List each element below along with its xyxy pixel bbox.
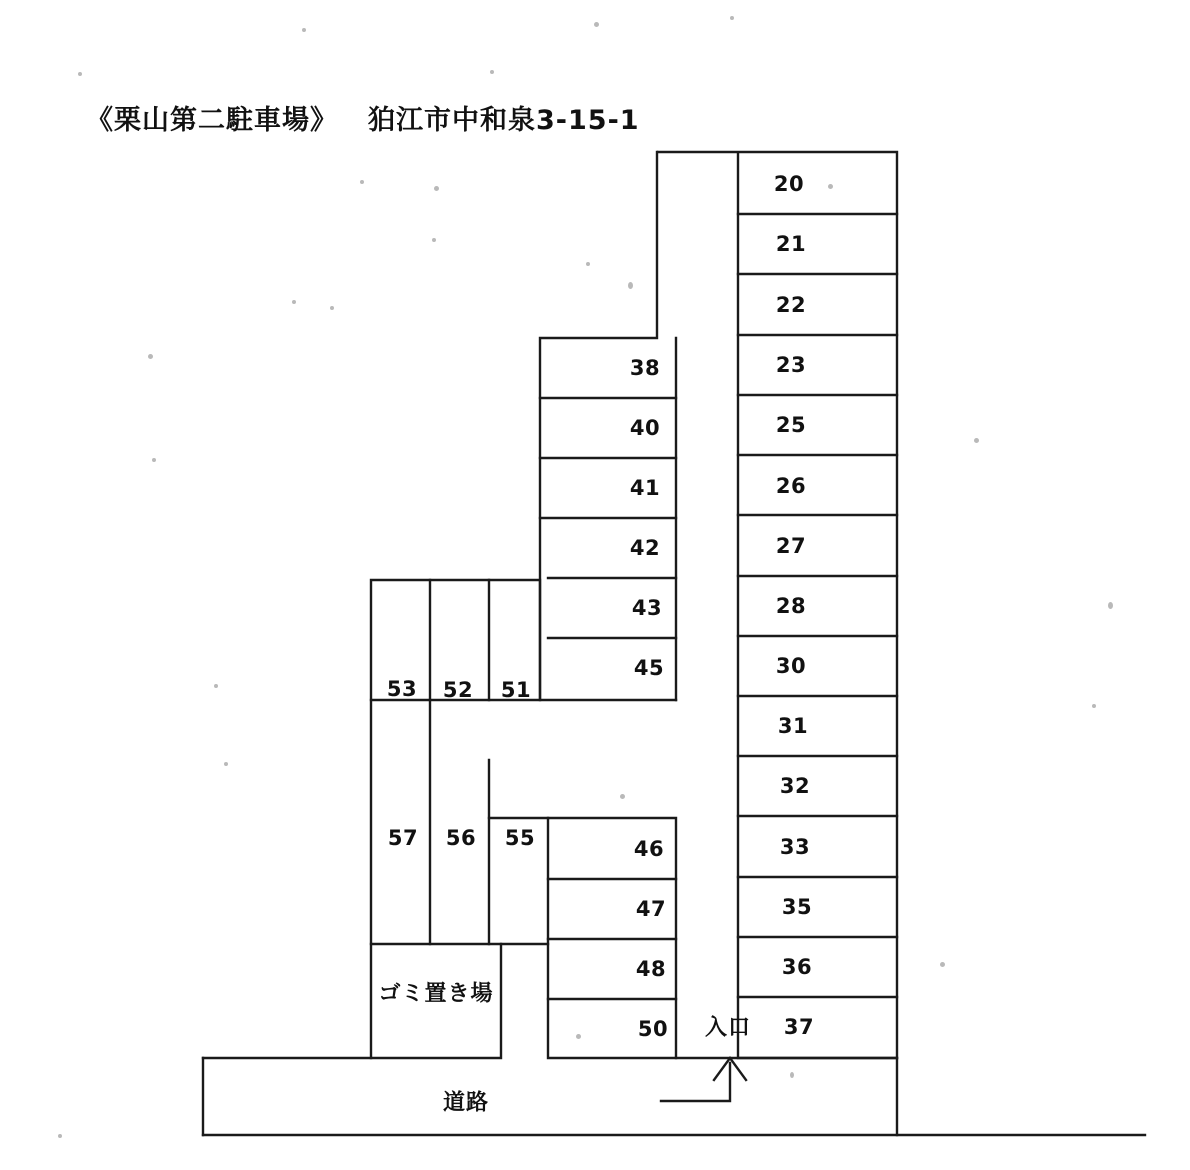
stall-number-27: 27	[775, 534, 807, 558]
scan-speck	[152, 458, 156, 462]
stall-number-37: 37	[783, 1015, 815, 1039]
scan-speck	[434, 186, 439, 191]
lot-address: 狛江市中和泉3-15-1	[368, 105, 640, 136]
scan-speck	[1108, 602, 1113, 609]
left-lower-outline	[371, 700, 548, 944]
stall-number-48: 48	[635, 957, 667, 981]
page-title	[86, 98, 640, 137]
stall-number-50: 50	[637, 1017, 669, 1041]
stall-number-47: 47	[635, 897, 667, 921]
stall-number-46: 46	[633, 837, 665, 861]
scan-speck	[432, 238, 436, 242]
stall-number-45: 45	[633, 656, 665, 680]
scan-speck	[58, 1134, 62, 1138]
trash-label: ゴミ置き場	[378, 981, 494, 1007]
stall-number-42: 42	[629, 536, 661, 560]
scan-speck	[790, 1072, 794, 1078]
stall-number-22: 22	[775, 293, 807, 317]
stall-number-20: 20	[773, 172, 805, 196]
stall-number-26: 26	[775, 474, 807, 498]
scan-speck	[360, 180, 364, 184]
stall-number-28: 28	[775, 594, 807, 618]
scan-speck	[974, 438, 979, 443]
stall-number-30: 30	[775, 654, 807, 678]
entrance-arrow	[661, 1063, 730, 1101]
scan-speck	[78, 72, 82, 76]
stall-number-57: 57	[387, 826, 419, 850]
scan-speck	[490, 70, 494, 74]
stall-number-32: 32	[779, 774, 811, 798]
scan-speck	[586, 262, 590, 266]
stall-number-31: 31	[777, 714, 809, 738]
stall-number-35: 35	[781, 895, 813, 919]
stall-number-53: 53	[386, 677, 418, 701]
entrance-label: 入口	[704, 1015, 752, 1041]
scan-speck	[576, 1034, 581, 1039]
scan-speck	[1092, 704, 1096, 708]
scan-speck	[620, 794, 625, 799]
stall-number-38: 38	[629, 356, 661, 380]
stall-number-52: 52	[442, 678, 474, 702]
stall-number-51: 51	[500, 678, 532, 702]
scan-speck	[292, 300, 296, 304]
scan-speck	[330, 306, 334, 310]
stall-number-55: 55	[504, 826, 536, 850]
stall-number-43: 43	[631, 596, 663, 620]
stall-number-41: 41	[629, 476, 661, 500]
stall-number-21: 21	[775, 232, 807, 256]
stall-number-56: 56	[445, 826, 477, 850]
stall-number-40: 40	[629, 416, 661, 440]
scan-speck	[730, 16, 734, 20]
lot-name: 《栗山第二駐車場》	[86, 105, 338, 136]
stall-number-36: 36	[781, 955, 813, 979]
scan-speck	[148, 354, 153, 359]
stall-number-33: 33	[779, 835, 811, 859]
scan-speck	[628, 282, 633, 289]
scan-speck	[302, 28, 306, 32]
road-label: 道路	[442, 1090, 490, 1116]
scan-speck	[940, 962, 945, 967]
stall-number-23: 23	[775, 353, 807, 377]
scan-speck	[224, 762, 228, 766]
scan-speck	[828, 184, 833, 189]
scan-speck	[214, 684, 218, 688]
scan-speck	[594, 22, 599, 27]
stall-number-25: 25	[775, 413, 807, 437]
